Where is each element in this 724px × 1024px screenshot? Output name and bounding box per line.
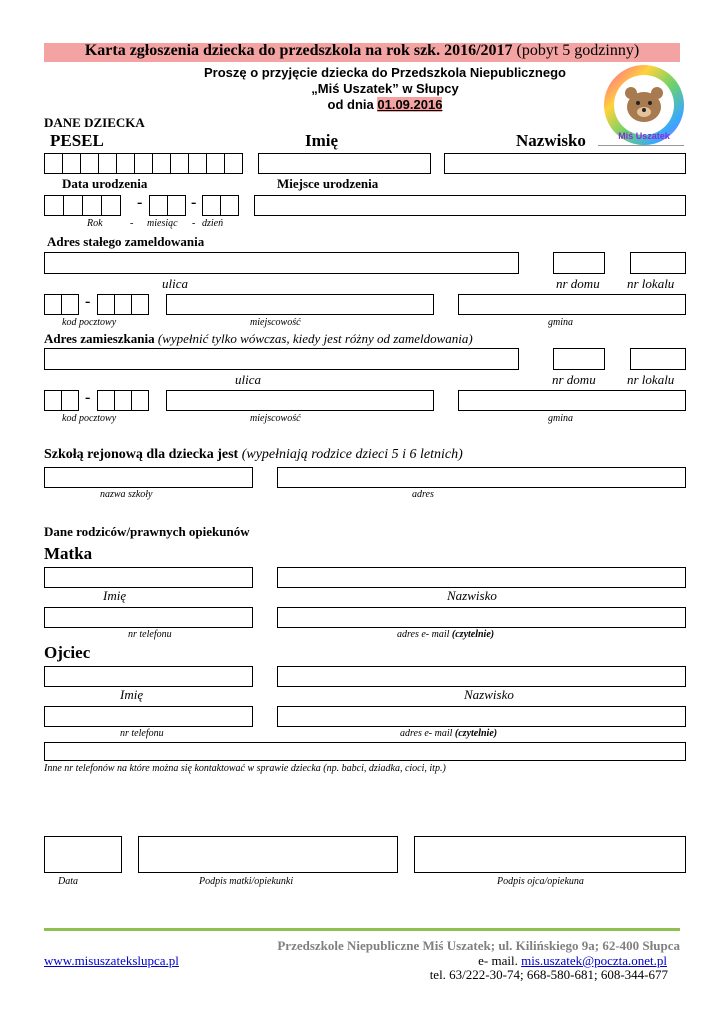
date-field[interactable] bbox=[44, 836, 122, 873]
pesel-digit-2[interactable] bbox=[62, 153, 81, 174]
registered-postal-digit-5[interactable] bbox=[131, 294, 149, 315]
start-date-label: od dnia bbox=[327, 97, 374, 112]
other-phones-label: Inne nr telefonów na które można się kontaktować w sprawie dziecka (np. babci, dziadka, cioci, itp.) bbox=[44, 763, 446, 774]
registered-postal-digit-3[interactable] bbox=[97, 294, 115, 315]
registered-house-no-field[interactable] bbox=[553, 252, 605, 274]
birth-month-digit-1[interactable] bbox=[149, 195, 168, 216]
child-last-name-field[interactable] bbox=[444, 153, 686, 174]
footer-email-label: e- mail. bbox=[478, 953, 518, 968]
residence-house-no-label: nr domu bbox=[552, 372, 596, 387]
residence-commune-label: gmina bbox=[548, 413, 573, 424]
birth-day-digit-2[interactable] bbox=[220, 195, 239, 216]
mother-last-name-label: Nazwisko bbox=[447, 588, 497, 603]
child-section-title: DANE DZIECKA bbox=[44, 115, 145, 130]
email-link[interactable]: mis.uszatek@poczta.onet.pl bbox=[521, 953, 667, 968]
email-legible-note: (czytelnie) bbox=[454, 728, 498, 739]
mother-signature-field[interactable] bbox=[138, 836, 398, 873]
mother-first-name-label: Imię bbox=[103, 588, 127, 603]
hint-dash: - bbox=[192, 218, 196, 229]
birth-year-digit-1[interactable] bbox=[44, 195, 64, 216]
svg-text:Miś Uszatek: Miś Uszatek bbox=[618, 131, 670, 141]
pesel-label: PESEL bbox=[50, 131, 104, 150]
father-phone-field[interactable] bbox=[44, 706, 253, 727]
residence-postal-digit-2[interactable] bbox=[61, 390, 79, 411]
father-signature-label: Podpis ojca/opiekuna bbox=[497, 876, 584, 887]
start-date: 01.09.2016 bbox=[377, 97, 443, 112]
residence-postal-digit-5[interactable] bbox=[131, 390, 149, 411]
pesel-digit-4[interactable] bbox=[98, 153, 117, 174]
residence-city-field[interactable] bbox=[166, 390, 434, 411]
residence-house-no-field[interactable] bbox=[553, 348, 605, 370]
birth-year-digit-3[interactable] bbox=[82, 195, 102, 216]
registered-commune-field[interactable] bbox=[458, 294, 686, 315]
footer-phones: tel. 63/222-30-74; 668-580-681; 608-344-677 bbox=[429, 967, 668, 982]
residence-postal-digit-4[interactable] bbox=[114, 390, 132, 411]
mother-phone-field[interactable] bbox=[44, 607, 253, 628]
mother-signature-label: Podpis matki/opiekunki bbox=[199, 876, 294, 887]
residence-postal-label: kod pocztowy bbox=[62, 413, 117, 424]
registered-postal-label: kod pocztowy bbox=[62, 317, 117, 328]
postal-separator: - bbox=[85, 389, 91, 406]
mother-last-name-field[interactable] bbox=[277, 567, 686, 588]
father-last-name-field[interactable] bbox=[277, 666, 686, 687]
father-heading: Ojciec bbox=[44, 643, 91, 662]
pesel-digit-11[interactable] bbox=[224, 153, 243, 174]
residence-address-title bbox=[44, 331, 473, 347]
residence-street-label: ulica bbox=[235, 372, 261, 387]
registered-city-label: miejscowość bbox=[250, 317, 301, 328]
form-title bbox=[44, 42, 680, 60]
month-hint: miesiąc bbox=[147, 218, 178, 229]
registered-address-title: Adres stałego zameldowania bbox=[47, 234, 205, 249]
registered-commune-label: gmina bbox=[548, 317, 573, 328]
residence-city-label: miejscowość bbox=[250, 413, 301, 424]
child-first-name-label: Imię bbox=[305, 131, 339, 150]
school-name-label: nazwa szkoły bbox=[100, 489, 153, 500]
email-legible-note: (czytelnie) bbox=[451, 629, 495, 640]
mother-email-field[interactable] bbox=[277, 607, 686, 628]
pesel-digit-7[interactable] bbox=[152, 153, 171, 174]
registered-flat-no-label: nr lokalu bbox=[627, 276, 675, 291]
father-email-label bbox=[400, 728, 497, 739]
day-hint: dzień bbox=[202, 218, 224, 229]
school-address-field[interactable] bbox=[277, 467, 686, 488]
mother-phone-label: nr telefonu bbox=[128, 629, 172, 640]
father-first-name-label: Imię bbox=[120, 687, 144, 702]
registered-city-field[interactable] bbox=[166, 294, 434, 315]
father-last-name-label: Nazwisko bbox=[464, 687, 514, 702]
father-phone-label: nr telefonu bbox=[120, 728, 164, 739]
parents-section-title: Dane rodziców/prawnych opiekunów bbox=[44, 524, 250, 539]
kindergarten-logo bbox=[602, 63, 686, 147]
date-separator: - bbox=[137, 194, 143, 211]
father-signature-field[interactable] bbox=[414, 836, 686, 873]
logo-underline bbox=[598, 145, 684, 146]
birth-place-label: Miejsce urodzenia bbox=[277, 176, 379, 191]
school-note: (wypełniają rodzice dzieci 5 i 6 letnich) bbox=[241, 447, 463, 462]
birth-year-digit-4[interactable] bbox=[101, 195, 121, 216]
residence-postal-digit-1[interactable] bbox=[44, 390, 62, 411]
footer-divider bbox=[44, 928, 680, 931]
year-hint: Rok bbox=[87, 218, 103, 229]
website-link[interactable]: www.misuszatekslupca.pl bbox=[44, 953, 179, 968]
residence-commune-field[interactable] bbox=[458, 390, 686, 411]
date-label: Data bbox=[58, 876, 78, 887]
school-name-field[interactable] bbox=[44, 467, 253, 488]
request-line-2: „Miś Uszatek” w Słupcy bbox=[311, 81, 459, 96]
birth-date-label: Data urodzenia bbox=[62, 176, 148, 191]
school-address-label: adres bbox=[412, 489, 434, 500]
request-line-1: Proszę o przyjęcie dziecka do Przedszkola Niepublicznego bbox=[204, 65, 566, 80]
birth-day-digit-1[interactable] bbox=[202, 195, 221, 216]
residence-flat-no-field[interactable] bbox=[630, 348, 686, 370]
pesel-digit-10[interactable] bbox=[206, 153, 225, 174]
postal-separator: - bbox=[85, 293, 91, 310]
form-title-main: Karta zgłoszenia dziecka do przedszkola na rok szk. 2016/2017 bbox=[84, 42, 513, 59]
birth-month-digit-2[interactable] bbox=[167, 195, 186, 216]
pesel-digit-8[interactable] bbox=[170, 153, 189, 174]
other-phones-field[interactable] bbox=[44, 742, 686, 761]
registered-postal-digit-2[interactable] bbox=[61, 294, 79, 315]
form-title-note: (pobyt 5 godzinny) bbox=[516, 42, 640, 59]
registered-street-label: ulica bbox=[162, 276, 188, 291]
registered-street-field[interactable] bbox=[44, 252, 519, 274]
father-email-field[interactable] bbox=[277, 706, 686, 727]
registered-flat-no-field[interactable] bbox=[630, 252, 686, 274]
mother-heading: Matka bbox=[44, 544, 93, 563]
pesel-digit-5[interactable] bbox=[116, 153, 135, 174]
child-first-name-field[interactable] bbox=[258, 153, 431, 174]
pesel-digit-3[interactable] bbox=[80, 153, 99, 174]
father-first-name-field[interactable] bbox=[44, 666, 253, 687]
residence-street-field[interactable] bbox=[44, 348, 519, 370]
residence-flat-no-label: nr lokalu bbox=[627, 372, 675, 387]
footer-address: Przedszkole Niepubliczne Miś Uszatek; ul. Kilińskiego 9a; 62-400 Słupca bbox=[277, 938, 680, 953]
mother-first-name-field[interactable] bbox=[44, 567, 253, 588]
child-last-name-label: Nazwisko bbox=[516, 131, 586, 150]
residence-address-note: (wypełnić tylko wówczas, kiedy jest różny od zameldowania) bbox=[157, 331, 473, 346]
registered-postal-digit-1[interactable] bbox=[44, 294, 62, 315]
registered-postal-digit-4[interactable] bbox=[114, 294, 132, 315]
birth-place-field[interactable] bbox=[254, 195, 686, 216]
school-section-title bbox=[44, 447, 463, 463]
hint-dash: - bbox=[130, 218, 134, 229]
request-line-3 bbox=[180, 97, 590, 112]
pesel-digit-9[interactable] bbox=[188, 153, 207, 174]
school-label: Szkołą rejonową dla dziecka jest bbox=[44, 447, 239, 462]
mother-email-label bbox=[397, 629, 494, 640]
pesel-digit-6[interactable] bbox=[134, 153, 153, 174]
pesel-digit-1[interactable] bbox=[44, 153, 63, 174]
email-label-text: adres e- mail bbox=[397, 629, 450, 640]
email-label-text: adres e- mail bbox=[400, 728, 453, 739]
residence-address-label: Adres zamieszkania bbox=[44, 331, 155, 346]
registered-house-no-label: nr domu bbox=[556, 276, 600, 291]
date-separator: - bbox=[191, 194, 197, 211]
birth-year-digit-2[interactable] bbox=[63, 195, 83, 216]
residence-postal-digit-3[interactable] bbox=[97, 390, 115, 411]
teddy-bear-logo-icon bbox=[602, 63, 686, 147]
